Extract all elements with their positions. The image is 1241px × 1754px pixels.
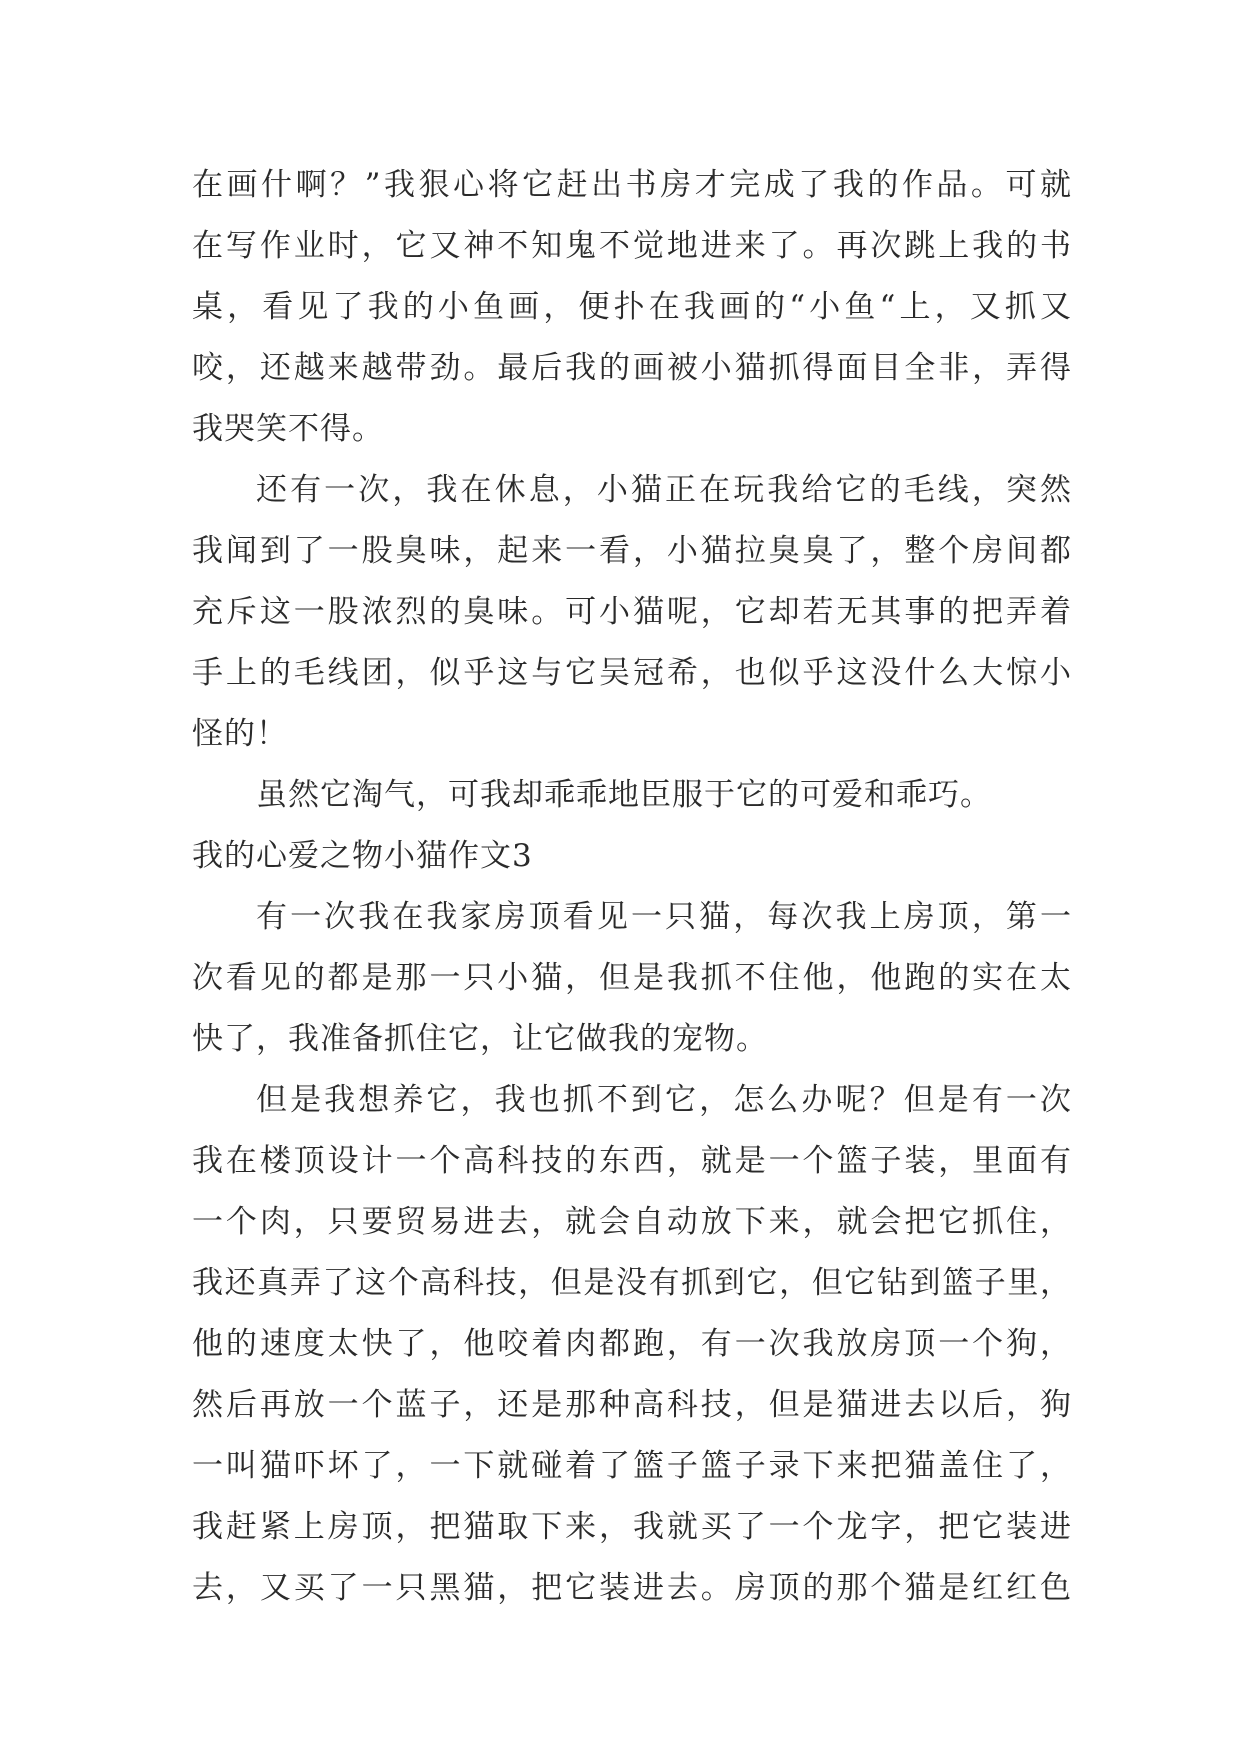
text-line: 在写作业时，它又神不知鬼不觉地进来了。再次跳上我的书	[192, 228, 1072, 264]
text-line: 咬，还越来越带劲。最后我的画被小猫抓得面目全非，弄得	[192, 350, 1072, 386]
text-line: 一个肉，只要贸易进去，就会自动放下来，就会把它抓住，	[192, 1204, 1072, 1240]
text-line: 充斥这一股浓烈的臭味。可小猫呢，它却若无其事的把弄着	[192, 594, 1072, 630]
text-line: 在画什啊？”我狠心将它赶出书房才完成了我的作品。可就	[192, 167, 1072, 203]
text-line: 我哭笑不得。	[192, 411, 384, 447]
text-line: 有一次我在我家房顶看见一只猫，每次我上房顶，第一	[256, 899, 1072, 935]
text-line: 然后再放一个蓝子，还是那种高科技，但是猫进去以后，狗	[192, 1387, 1072, 1423]
text-line: 桌，看见了我的小鱼画，便扑在我画的“小鱼“上，又抓又	[192, 289, 1072, 325]
text-line: 但是我想养它，我也抓不到它，怎么办呢？但是有一次	[256, 1082, 1072, 1118]
text-line: 快了，我准备抓住它，让它做我的宠物。	[192, 1021, 768, 1057]
text-line: 我闻到了一股臭味，起来一看，小猫拉臭臭了，整个房间都	[192, 533, 1072, 569]
text-line: 我在楼顶设计一个高科技的东西，就是一个篮子装，里面有	[192, 1143, 1072, 1179]
text-line: 我赶紧上房顶，把猫取下来，我就买了一个龙字，把它装进	[192, 1509, 1072, 1545]
text-line: 手上的毛线团，似乎这与它吴冠希，也似乎这没什么大惊小	[192, 655, 1072, 691]
text-line: 我的心爱之物小猫作文3	[192, 838, 533, 874]
text-line: 一叫猫吓坏了，一下就碰着了篮子篮子录下来把猫盖住了，	[192, 1448, 1072, 1484]
text-line: 我还真弄了这个高科技，但是没有抓到它，但它钻到篮子里，	[192, 1265, 1072, 1301]
text-line: 他的速度太快了，他咬着肉都跑，有一次我放房顶一个狗，	[192, 1326, 1072, 1362]
text-line: 虽然它淘气，可我却乖乖地臣服于它的可爱和乖巧。	[256, 777, 992, 813]
text-line: 去，又买了一只黑猫，把它装进去。房顶的那个猫是红红色	[192, 1570, 1072, 1606]
text-line: 还有一次，我在休息，小猫正在玩我给它的毛线，突然	[256, 472, 1072, 508]
text-line: 次看见的都是那一只小猫，但是我抓不住他，他跑的实在太	[192, 960, 1072, 996]
document-body	[192, 155, 1072, 1619]
text-line: 怪的！	[192, 716, 288, 752]
